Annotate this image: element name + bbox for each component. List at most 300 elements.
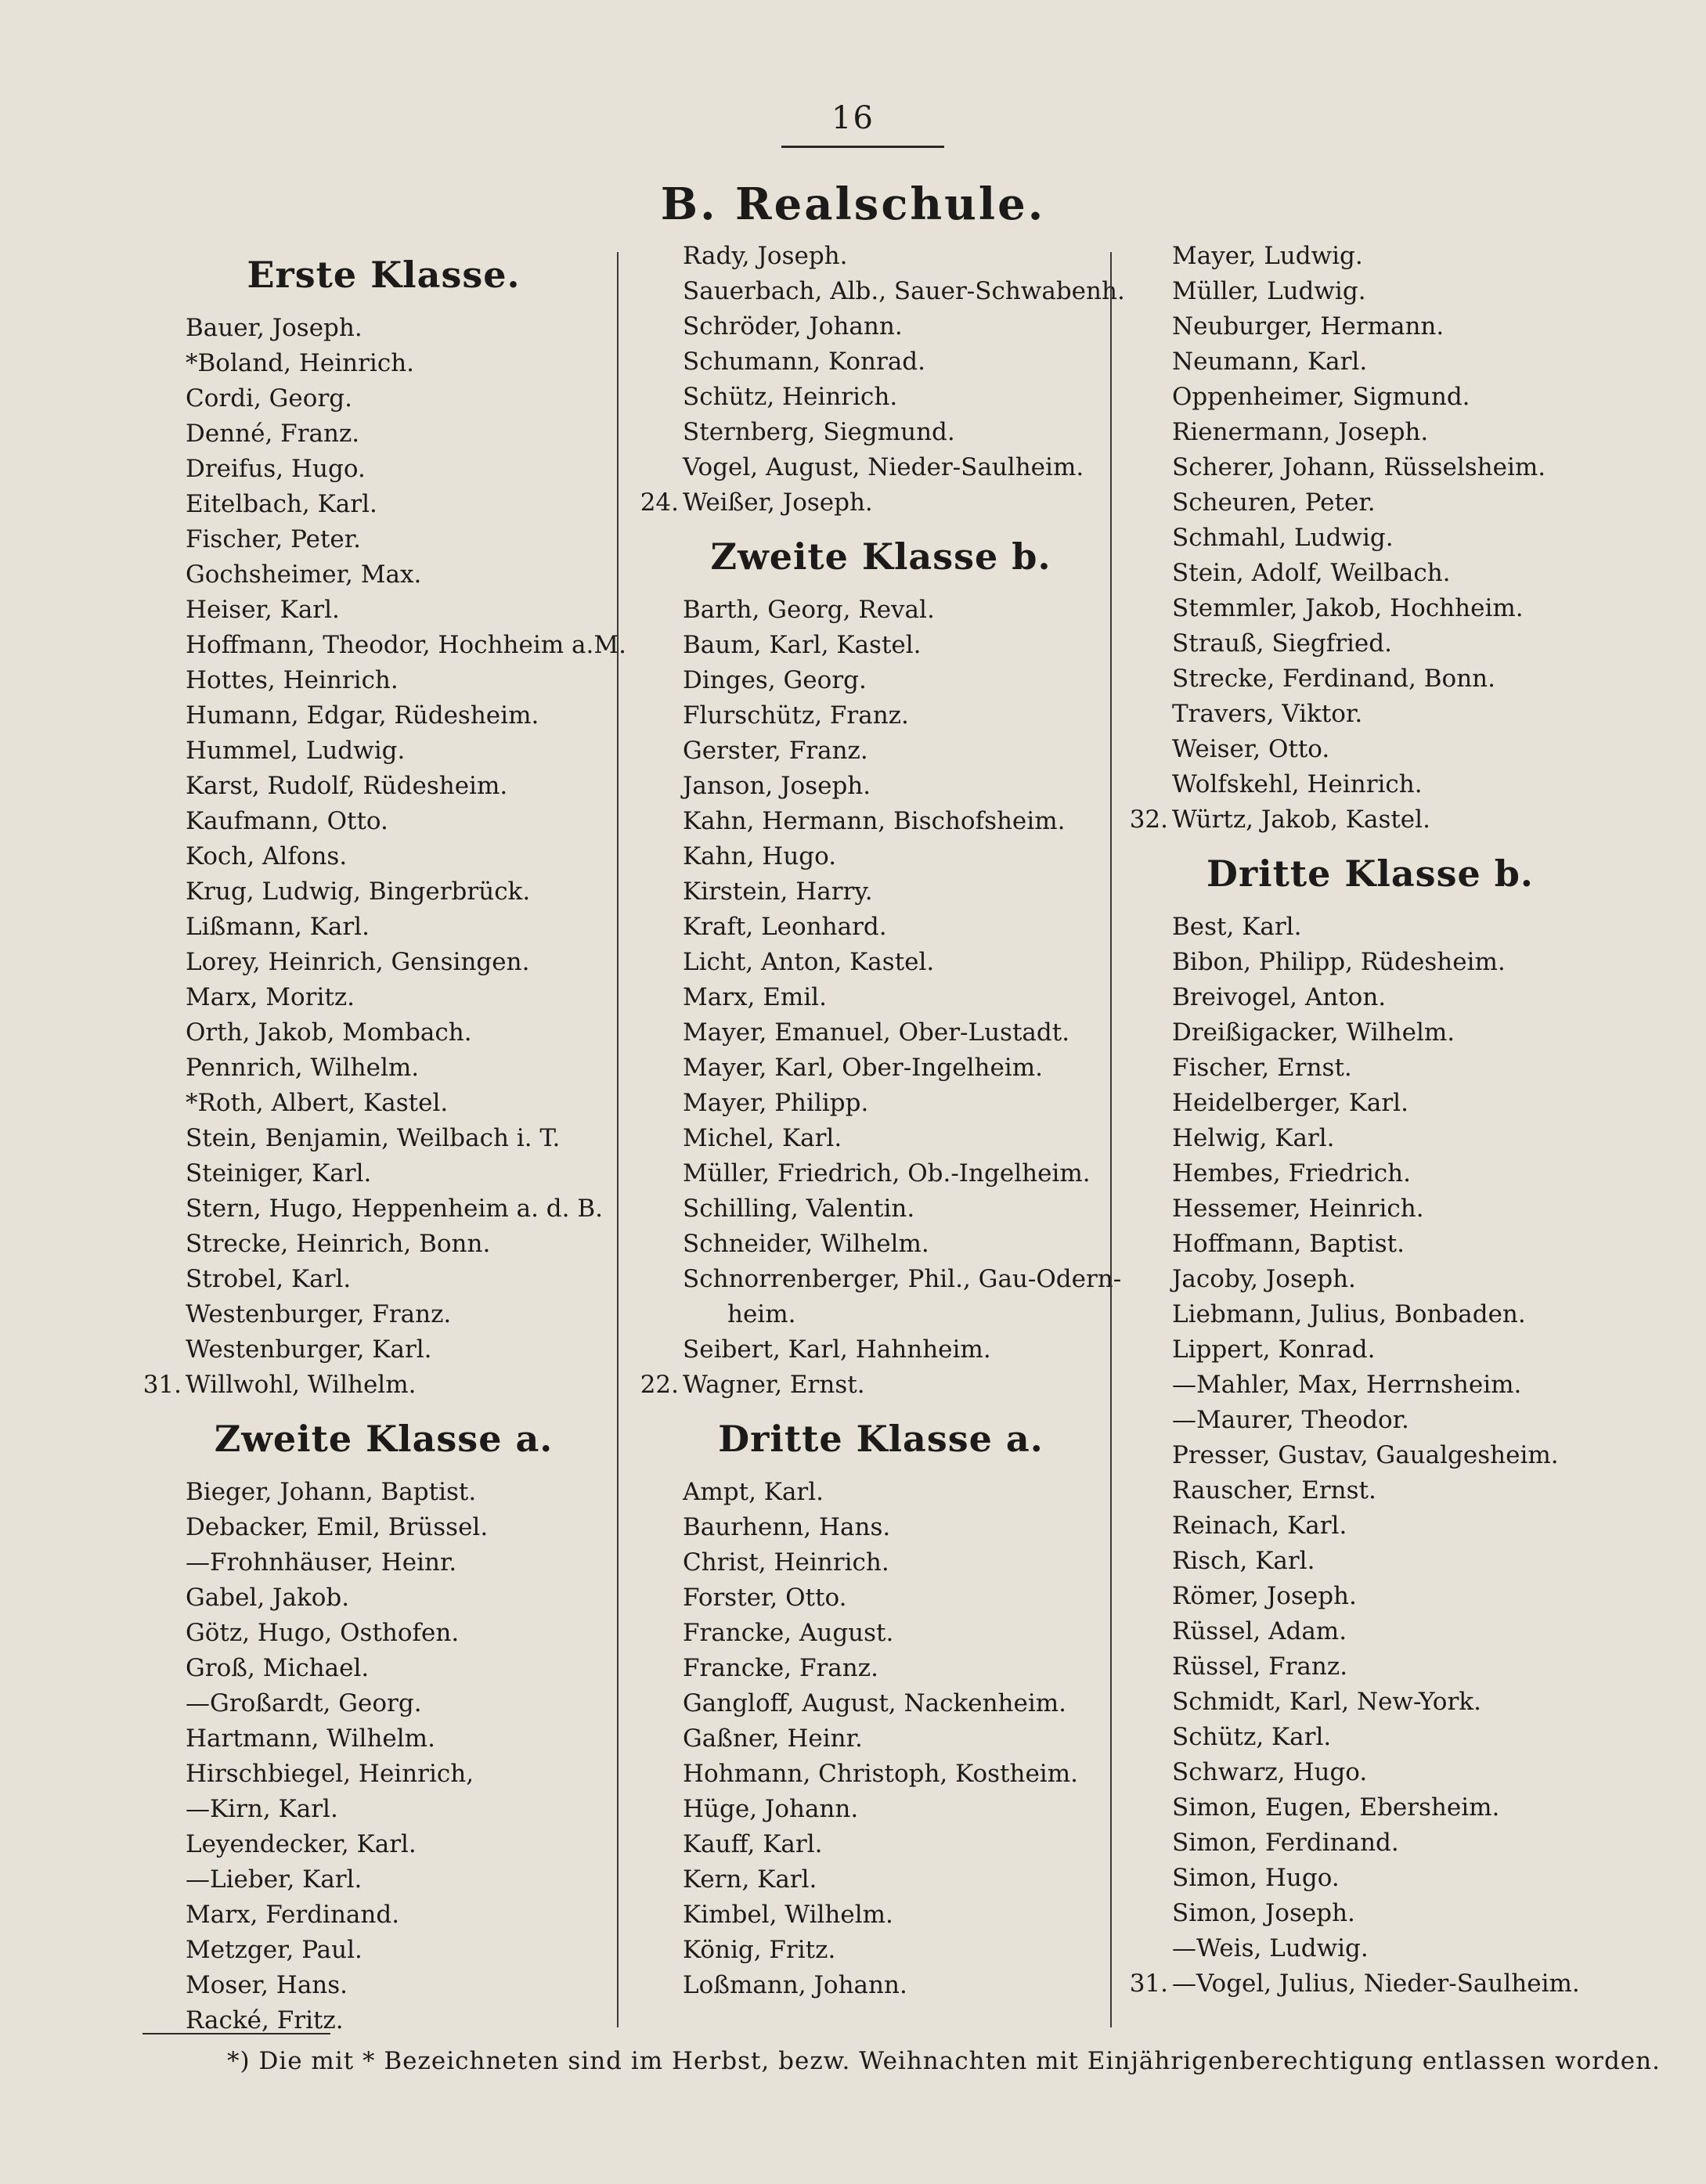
name-entry	[141, 1721, 626, 1757]
name-entry	[1127, 521, 1613, 556]
entry-name: Schmahl, Ludwig.	[1172, 524, 1394, 552]
name-entry	[141, 452, 626, 487]
name-entry	[1127, 1015, 1613, 1051]
entry-name: Heidelberger, Karl.	[1172, 1089, 1408, 1117]
entry-name: Strecke, Ferdinand, Bonn.	[1172, 665, 1495, 693]
entry-name: Christ, Heinrich.	[683, 1548, 889, 1577]
name-entry	[638, 874, 1124, 910]
name-entry	[1127, 732, 1613, 767]
section-heading: Dritte Klasse a.	[718, 1418, 1044, 1460]
name-entry	[638, 1297, 1124, 1332]
name-entry	[141, 1015, 626, 1051]
name-entry	[638, 980, 1124, 1015]
entry-count: 24.	[640, 488, 679, 517]
entry-name: —Maurer, Theodor.	[1172, 1406, 1409, 1434]
name-entry	[638, 1686, 1124, 1721]
entry-name: Ampt, Karl.	[683, 1478, 824, 1506]
entry-name: Orth, Jakob, Mombach.	[186, 1018, 472, 1047]
name-entry	[638, 663, 1124, 698]
name-entry	[141, 1651, 626, 1686]
entry-name: Risch, Karl.	[1172, 1547, 1315, 1575]
entry-name: *Boland, Heinrich.	[186, 349, 415, 377]
entry-name: —Weis, Ludwig.	[1172, 1934, 1369, 1962]
entry-name: Hembes, Friedrich.	[1172, 1159, 1411, 1188]
entry-name: Simon, Hugo.	[1172, 1864, 1340, 1892]
entry-name: Francke, August.	[683, 1619, 894, 1647]
name-entry	[1127, 1508, 1613, 1544]
name-entry	[1127, 380, 1613, 415]
name-entry	[638, 593, 1124, 628]
name-entry	[638, 1227, 1124, 1262]
entry-name: Scheuren, Peter.	[1172, 488, 1376, 517]
entry-name: Licht, Anton, Kastel.	[683, 948, 935, 976]
page-title: B. Realschule.	[660, 178, 1046, 230]
name-entry	[638, 1897, 1124, 1933]
entry-name: Schröder, Johann.	[683, 312, 903, 341]
entry-name: Strobel, Karl.	[186, 1265, 352, 1293]
name-entry	[141, 804, 626, 839]
name-entry	[141, 1792, 626, 1827]
column-2	[638, 239, 1124, 2003]
entry-name: Moser, Hans.	[186, 1971, 348, 1999]
entry-name: Schumann, Konrad.	[683, 348, 925, 376]
name-entry	[638, 1792, 1124, 1827]
entry-count: 22.	[640, 1371, 679, 1399]
name-entry	[1127, 1403, 1613, 1438]
name-entry	[638, 1121, 1124, 1156]
entry-name: Gerster, Franz.	[683, 737, 868, 765]
entry-name: Westenburger, Karl.	[186, 1335, 432, 1364]
name-entry	[141, 698, 626, 733]
name-entry	[638, 1510, 1124, 1545]
name-entry	[1127, 309, 1613, 344]
entry-name: Metzger, Paul.	[186, 1936, 362, 1964]
name-entry	[1127, 980, 1613, 1015]
entry-name: Loßmann, Johann.	[683, 1971, 907, 1999]
name-entry	[1127, 1191, 1613, 1227]
entry-name: Stein, Benjamin, Weilbach i. T.	[186, 1124, 561, 1152]
entry-name: Müller, Ludwig.	[1172, 277, 1366, 305]
entry-name: Wagner, Ernst.	[683, 1371, 865, 1399]
entry-name: Flurschütz, Franz.	[683, 701, 909, 730]
entry-name: Schneider, Wilhelm.	[683, 1230, 929, 1258]
name-entry	[1127, 697, 1613, 732]
page-number-rule	[781, 146, 944, 148]
entry-name: Willwohl, Wilhelm.	[186, 1371, 417, 1399]
name-entry	[1127, 1262, 1613, 1297]
entry-name: —Lieber, Karl.	[186, 1865, 362, 1894]
name-entry	[141, 1297, 626, 1332]
entry-name: Gochsheimer, Max.	[186, 560, 422, 589]
name-entry	[1127, 1332, 1613, 1368]
name-entry	[141, 487, 626, 522]
name-entry	[1127, 556, 1613, 591]
name-entry	[1127, 945, 1613, 980]
name-entry	[1127, 1579, 1613, 1614]
entry-name: Eitelbach, Karl.	[186, 490, 377, 518]
name-entry	[638, 945, 1124, 980]
entry-name: Forster, Otto.	[683, 1584, 847, 1612]
entry-name: Gangloff, August, Nackenheim.	[683, 1689, 1067, 1717]
name-entry	[141, 1897, 626, 1933]
entry-name: Breivogel, Anton.	[1172, 983, 1387, 1011]
entry-name: Lißmann, Karl.	[186, 913, 370, 941]
entry-name: Schmidt, Karl, New-York.	[1172, 1688, 1481, 1716]
name-entry	[1127, 1896, 1613, 1931]
entry-name: Kaufmann, Otto.	[186, 807, 388, 835]
name-entry	[141, 1051, 626, 1086]
entry-name: Dinges, Georg.	[683, 666, 867, 694]
entry-name: Seibert, Karl, Hahnheim.	[683, 1335, 991, 1364]
entry-name: Gaßner, Heinr.	[683, 1724, 863, 1753]
entry-name: Cordi, Georg.	[186, 384, 352, 413]
entry-name: Baurhenn, Hans.	[683, 1513, 891, 1541]
footnote: *) Die mit * Bezeichneten sind im Herbst, bezw. Weihnachten mit Einjährigenberechtigung entlassen worden.	[227, 2047, 1661, 2075]
name-entry	[141, 557, 626, 593]
entry-name: Dreißigacker, Wilhelm.	[1172, 1018, 1455, 1047]
entry-name: Stemmler, Jakob, Hochheim.	[1172, 594, 1524, 622]
name-entry	[638, 344, 1124, 380]
entry-name: Hohmann, Christoph, Kostheim.	[683, 1760, 1078, 1788]
name-entry	[638, 274, 1124, 309]
name-entry	[638, 309, 1124, 344]
entry-name: Rüssel, Adam.	[1172, 1617, 1347, 1645]
name-entry	[1127, 1720, 1613, 1755]
entry-name: Francke, Franz.	[683, 1654, 878, 1682]
entry-name: Hüge, Johann.	[683, 1795, 859, 1823]
entry-name: Schnorrenberger, Phil., Gau-Odern-	[683, 1265, 1122, 1293]
name-entry	[1127, 1755, 1613, 1790]
entry-name: Krug, Ludwig, Bingerbrück.	[186, 878, 531, 906]
entry-name: Hoffmann, Theodor, Hochheim a.M.	[186, 631, 626, 659]
name-entry	[141, 381, 626, 416]
name-entry	[638, 769, 1124, 804]
name-entry	[638, 1332, 1124, 1368]
entry-name: Pennrich, Wilhelm.	[186, 1054, 420, 1082]
name-entry	[141, 1475, 626, 1510]
entry-name: Denné, Franz.	[186, 420, 360, 448]
name-entry	[638, 415, 1124, 450]
name-entry	[141, 1086, 626, 1121]
name-entry	[141, 311, 626, 346]
entry-name: Oppenheimer, Sigmund.	[1172, 383, 1470, 411]
entry-name: Marx, Ferdinand.	[186, 1901, 400, 1929]
page-number: 16	[831, 100, 875, 136]
entry-name: Heiser, Karl.	[186, 596, 340, 624]
name-entry	[1127, 485, 1613, 521]
entry-name: Stein, Adolf, Weilbach.	[1172, 559, 1451, 587]
entry-name: Gabel, Jakob.	[186, 1584, 350, 1612]
entry-name: Kraft, Leonhard.	[683, 913, 887, 941]
entry-name: Debacker, Emil, Brüssel.	[186, 1513, 489, 1541]
name-entry	[1127, 1544, 1613, 1579]
entry-name: Bibon, Philipp, Rüdesheim.	[1172, 948, 1506, 976]
name-entry	[638, 1933, 1124, 1968]
entry-name: —Großardt, Georg.	[186, 1689, 422, 1717]
entry-name: Janson, Joseph.	[683, 772, 871, 800]
name-entry	[141, 733, 626, 769]
entry-name: Barth, Georg, Reval.	[683, 596, 935, 624]
name-entry	[141, 1262, 626, 1297]
entry-name: Lippert, Konrad.	[1172, 1335, 1376, 1364]
section-heading: Erste Klasse.	[247, 254, 521, 296]
name-entry	[1127, 1297, 1613, 1332]
name-entry	[141, 1227, 626, 1262]
entry-name: Hessemer, Heinrich.	[1172, 1195, 1424, 1223]
entry-name: Rady, Joseph.	[683, 242, 848, 270]
entry-name: Mayer, Karl, Ober-Ingelheim.	[683, 1054, 1043, 1082]
name-entry	[638, 1262, 1124, 1297]
entry-name: Leyendecker, Karl.	[186, 1830, 417, 1858]
entry-name: Humann, Edgar, Rüdesheim.	[186, 701, 539, 730]
entry-name: Götz, Hugo, Osthofen.	[186, 1619, 460, 1647]
entry-name: Mayer, Emanuel, Ober-Lustadt.	[683, 1018, 1070, 1047]
entry-name: Schwarz, Hugo.	[1172, 1758, 1368, 1786]
entry-name: Koch, Alfons.	[186, 842, 348, 870]
name-entry	[1127, 910, 1613, 945]
name-entry	[141, 1545, 626, 1580]
entry-name: Bieger, Johann, Baptist.	[186, 1478, 477, 1506]
entry-name: Schilling, Valentin.	[683, 1195, 915, 1223]
entry-name: Rauscher, Ernst.	[1172, 1476, 1376, 1505]
name-entry	[638, 1545, 1124, 1580]
name-entry	[1127, 1156, 1613, 1191]
name-entry	[1127, 802, 1613, 838]
entry-name: Mayer, Philipp.	[683, 1089, 869, 1117]
name-entry	[638, 1721, 1124, 1757]
name-entry	[141, 1616, 626, 1651]
name-entry	[141, 1332, 626, 1368]
entry-name: Hummel, Ludwig.	[186, 737, 406, 765]
entry-name: Presser, Gustav, Gaualgesheim.	[1172, 1441, 1559, 1469]
entry-name: Rienermann, Joseph.	[1172, 418, 1429, 446]
entry-name: —Kirn, Karl.	[186, 1795, 338, 1823]
entry-name: Vogel, August, Nieder-Saulheim.	[683, 453, 1084, 481]
name-entry	[638, 804, 1124, 839]
name-entry	[1127, 1121, 1613, 1156]
name-entry	[141, 346, 626, 381]
entry-name: König, Fritz.	[683, 1936, 836, 1964]
name-entry	[141, 1191, 626, 1227]
name-entry	[638, 1191, 1124, 1227]
entry-name: Sternberg, Siegmund.	[683, 418, 955, 446]
name-entry	[1127, 274, 1613, 309]
entry-name: —Frohnhäuser, Heinr.	[186, 1548, 457, 1577]
entry-name: Westenburger, Franz.	[186, 1300, 452, 1328]
name-entry	[141, 980, 626, 1015]
entry-name: Kern, Karl.	[683, 1865, 817, 1894]
column-1	[141, 239, 626, 2038]
entry-name: Sauerbach, Alb., Sauer-Schwabenh.	[683, 277, 1125, 305]
name-entry	[1127, 1473, 1613, 1508]
name-entry	[638, 1651, 1124, 1686]
entry-name: Wolfskehl, Heinrich.	[1172, 770, 1423, 798]
entry-name: Karst, Rudolf, Rüdesheim.	[186, 772, 508, 800]
entry-name: Jacoby, Joseph.	[1172, 1265, 1356, 1293]
name-entry	[1127, 1931, 1613, 1966]
section-heading: Zweite Klasse b.	[710, 535, 1051, 578]
name-entry	[141, 874, 626, 910]
entry-name: Kahn, Hermann, Bischofsheim.	[683, 807, 1066, 835]
name-entry	[141, 416, 626, 452]
entry-name: Hoffmann, Baptist.	[1172, 1230, 1405, 1258]
name-entry	[638, 628, 1124, 663]
footnote-rule	[142, 2033, 330, 2034]
entry-name: Weißer, Joseph.	[683, 488, 873, 517]
name-entry	[1127, 767, 1613, 802]
name-entry	[141, 1757, 626, 1792]
column-3	[1127, 239, 1613, 2002]
entry-name: Simon, Ferdinand.	[1172, 1829, 1399, 1857]
entry-name: Römer, Joseph.	[1172, 1582, 1357, 1610]
name-entry	[638, 1968, 1124, 2003]
name-entry	[141, 910, 626, 945]
entry-name: Marx, Moritz.	[186, 983, 355, 1011]
name-entry	[638, 1475, 1124, 1510]
entry-name: Dreifus, Hugo.	[186, 455, 366, 483]
name-entry	[1127, 415, 1613, 450]
entry-name: Schütz, Heinrich.	[683, 383, 898, 411]
name-entry	[638, 380, 1124, 415]
name-entry	[638, 1368, 1124, 1403]
name-entry	[638, 450, 1124, 485]
entry-name: Stern, Hugo, Heppenheim a. d. B.	[186, 1195, 603, 1223]
entry-name: Simon, Joseph.	[1172, 1899, 1355, 1927]
entry-name: Neumann, Karl.	[1172, 348, 1368, 376]
entry-name: Strauß, Siegfried.	[1172, 629, 1392, 658]
entry-name: Racké, Fritz.	[186, 2006, 344, 2034]
name-entry	[1127, 1825, 1613, 1861]
entry-name: Kimbel, Wilhelm.	[683, 1901, 893, 1929]
entry-name: Simon, Eugen, Ebersheim.	[1172, 1793, 1500, 1822]
entry-name: Best, Karl.	[1172, 913, 1302, 941]
entry-name: *Roth, Albert, Kastel.	[186, 1089, 449, 1117]
entry-name: Bauer, Joseph.	[186, 314, 362, 342]
entry-name: Michel, Karl.	[683, 1124, 842, 1152]
name-entry	[1127, 450, 1613, 485]
entry-name: Groß, Michael.	[186, 1654, 370, 1682]
section-heading: Zweite Klasse a.	[214, 1418, 554, 1460]
entry-name: Baum, Karl, Kastel.	[683, 631, 922, 659]
name-entry	[141, 1510, 626, 1545]
entry-name: Fischer, Peter.	[186, 525, 362, 553]
entry-name: Hottes, Heinrich.	[186, 666, 399, 694]
entry-name: Liebmann, Julius, Bonbaden.	[1172, 1300, 1526, 1328]
entry-name: Mayer, Ludwig.	[1172, 242, 1363, 270]
name-entry	[638, 485, 1124, 521]
entry-name: Kauff, Karl.	[683, 1830, 823, 1858]
entry-name: Marx, Emil.	[683, 983, 827, 1011]
entry-name: Kahn, Hugo.	[683, 842, 837, 870]
name-entry	[1127, 1685, 1613, 1720]
name-entry	[141, 1686, 626, 1721]
name-entry	[638, 733, 1124, 769]
name-entry	[141, 1121, 626, 1156]
entry-name: Würtz, Jakob, Kastel.	[1172, 805, 1430, 834]
name-entry	[638, 1015, 1124, 1051]
name-entry	[638, 910, 1124, 945]
entry-name: Hartmann, Wilhelm.	[186, 1724, 435, 1753]
name-entry	[1127, 1438, 1613, 1473]
name-entry	[1127, 591, 1613, 626]
entry-name: Kirstein, Harry.	[683, 878, 873, 906]
name-entry	[141, 945, 626, 980]
entry-name: Helwig, Karl.	[1172, 1124, 1335, 1152]
entry-name: —Vogel, Julius, Nieder-Saulheim.	[1172, 1970, 1580, 1998]
name-entry	[1127, 1649, 1613, 1685]
name-entry	[141, 1933, 626, 1968]
entry-name: Weiser, Otto.	[1172, 735, 1330, 763]
name-entry	[1127, 1051, 1613, 1086]
name-entry	[141, 1368, 626, 1403]
name-entry	[141, 628, 626, 663]
name-entry	[638, 1156, 1124, 1191]
name-entry	[638, 1051, 1124, 1086]
entry-name: Lorey, Heinrich, Gensingen.	[186, 948, 530, 976]
column-divider-right	[1110, 252, 1112, 2027]
name-entry	[638, 1086, 1124, 1121]
name-entry	[141, 1156, 626, 1191]
name-entry	[141, 522, 626, 557]
entry-name: Travers, Viktor.	[1172, 700, 1363, 728]
name-entry	[638, 1757, 1124, 1792]
name-entry	[141, 839, 626, 874]
name-entry	[1127, 626, 1613, 661]
name-entry	[141, 663, 626, 698]
entry-name: heim.	[727, 1300, 796, 1328]
name-entry	[638, 1616, 1124, 1651]
entry-name: Reinach, Karl.	[1172, 1512, 1347, 1540]
entry-name: Neuburger, Hermann.	[1172, 312, 1445, 341]
name-entry	[638, 1580, 1124, 1616]
entry-count: 32.	[1129, 805, 1168, 834]
name-entry	[1127, 1790, 1613, 1825]
name-entry	[1127, 239, 1613, 274]
entry-name: Rüssel, Franz.	[1172, 1652, 1348, 1681]
entry-name: Schütz, Karl.	[1172, 1723, 1332, 1751]
entry-name: Müller, Friedrich, Ob.-Ingelheim.	[683, 1159, 1091, 1188]
entry-name: Fischer, Ernst.	[1172, 1054, 1352, 1082]
section-heading: Dritte Klasse b.	[1206, 852, 1534, 895]
entry-name: Strecke, Heinrich, Bonn.	[186, 1230, 491, 1258]
name-entry	[1127, 1861, 1613, 1896]
entry-name: —Mahler, Max, Herrnsheim.	[1172, 1371, 1522, 1399]
name-entry	[1127, 1086, 1613, 1121]
name-entry	[638, 239, 1124, 274]
name-entry	[1127, 1614, 1613, 1649]
entry-name: Hirschbiegel, Heinrich,	[186, 1760, 474, 1788]
name-entry	[141, 1580, 626, 1616]
name-entry	[638, 1862, 1124, 1897]
name-entry	[141, 593, 626, 628]
name-entry	[141, 1968, 626, 2003]
name-entry	[1127, 1227, 1613, 1262]
name-entry	[141, 1862, 626, 1897]
name-entry	[1127, 1966, 1613, 2002]
entry-count: 31.	[142, 1371, 182, 1399]
name-entry	[638, 698, 1124, 733]
entry-name: Steiniger, Karl.	[186, 1159, 372, 1188]
entry-name: Scherer, Johann, Rüsselsheim.	[1172, 453, 1546, 481]
name-entry	[141, 1827, 626, 1862]
name-entry	[638, 1827, 1124, 1862]
entry-count: 31.	[1129, 1970, 1168, 1998]
name-entry	[141, 769, 626, 804]
name-entry	[638, 839, 1124, 874]
name-entry	[1127, 661, 1613, 697]
name-entry	[1127, 344, 1613, 380]
name-entry	[1127, 1368, 1613, 1403]
